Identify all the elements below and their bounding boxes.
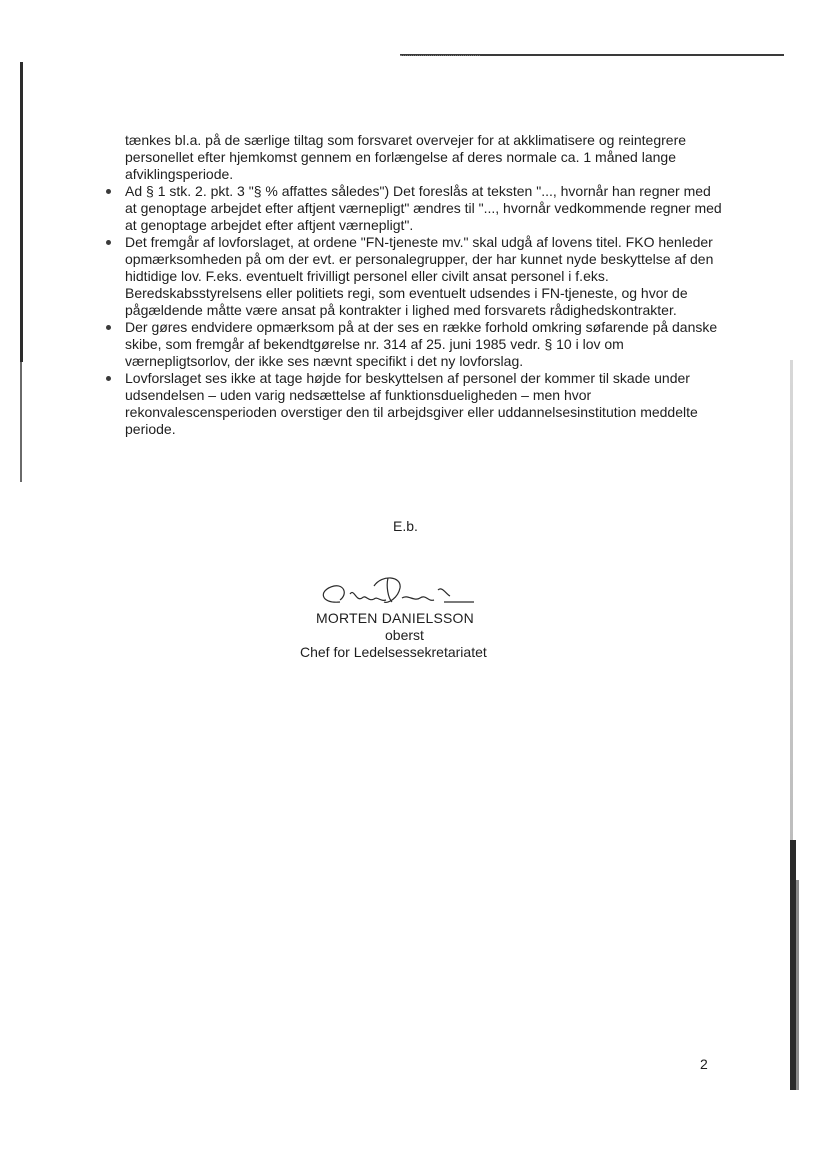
signatory-name: MORTEN DANIELSSON bbox=[316, 610, 474, 626]
bullet-icon bbox=[106, 240, 111, 245]
list-item bbox=[106, 234, 722, 319]
bullet-icon bbox=[106, 376, 111, 381]
bullet-text: Det fremgår af lovforslaget, at ordene "FN-tjeneste mv." skal udgå af lovens titel. FKO henleder opmærksomheden på om der evt. er personalegrupper, der har kunnet nyde beskyttelse af den hidtidige lov. F.eks. eventuelt frivilligt personel eller civilt ansat personel i f.eks. Beredskabsstyrelsens eller politiets regi, som eventuelt udsendes i FN-tjeneste, og hvor de pågældende måtte være ansat på kontrakter i lighed med forsvarets rådighedskontrakter. bbox=[125, 234, 714, 318]
list-item bbox=[106, 183, 722, 234]
scan-edge-right-shadow bbox=[796, 880, 799, 1090]
signatory-rank: oberst bbox=[385, 627, 424, 643]
bullet-icon bbox=[106, 189, 111, 194]
top-rule-dots bbox=[400, 55, 480, 57]
bullet-icon bbox=[106, 325, 111, 330]
scan-edge-left bbox=[20, 62, 23, 362]
bullet-list bbox=[106, 183, 722, 438]
list-item bbox=[106, 319, 722, 370]
intro-paragraph: tænkes bl.a. på de særlige tiltag som forsvaret overvejer for at akklimatisere og reintegrere personellet efter hjemkomst gennem en forlængelse af deres normale ca. 1 måned lange afviklingsperiode. bbox=[125, 132, 687, 182]
list-item bbox=[106, 370, 722, 438]
bullet-text: Ad § 1 stk. 2. pkt. 3 "§ % affattes således") Det foreslås at teksten "..., hvornår han regner med at genoptage arbejdet efter aftjent værnepligt" ændres til "..., hvornår vedkommende regner med at genoptage arbejdet efter aftjent værnepligt". bbox=[125, 183, 722, 233]
page-number: 2 bbox=[700, 1056, 708, 1072]
scan-edge-right bbox=[790, 360, 793, 840]
bullet-text: Der gøres endvidere opmærksom på at der ses en række forhold omkring søfarende på danske skibe, som fremgår af bekendtgørelse nr. 314 af 25. juni 1985 vedr. § 10 i lov om værnepligtsorlov, der ikke ses nævnt specifikt i det ny lovforslag. bbox=[125, 319, 718, 369]
document-body bbox=[106, 132, 722, 438]
signatory-title: Chef for Ledelsessekretariatet bbox=[300, 644, 487, 660]
bullet-text: Lovforslaget ses ikke at tage højde for beskyttelsen af personel der kommer til skade under udsendelsen – uden varig nedsættelse af funktionsdueligheden – men hvor rekonvalescensperioden overstiger den til arbejdsgiver eller uddannelsesinstitution meddelte periode. bbox=[125, 370, 698, 437]
scan-edge-left-lower bbox=[20, 362, 22, 482]
closing-abbreviation: E.b. bbox=[393, 518, 418, 534]
